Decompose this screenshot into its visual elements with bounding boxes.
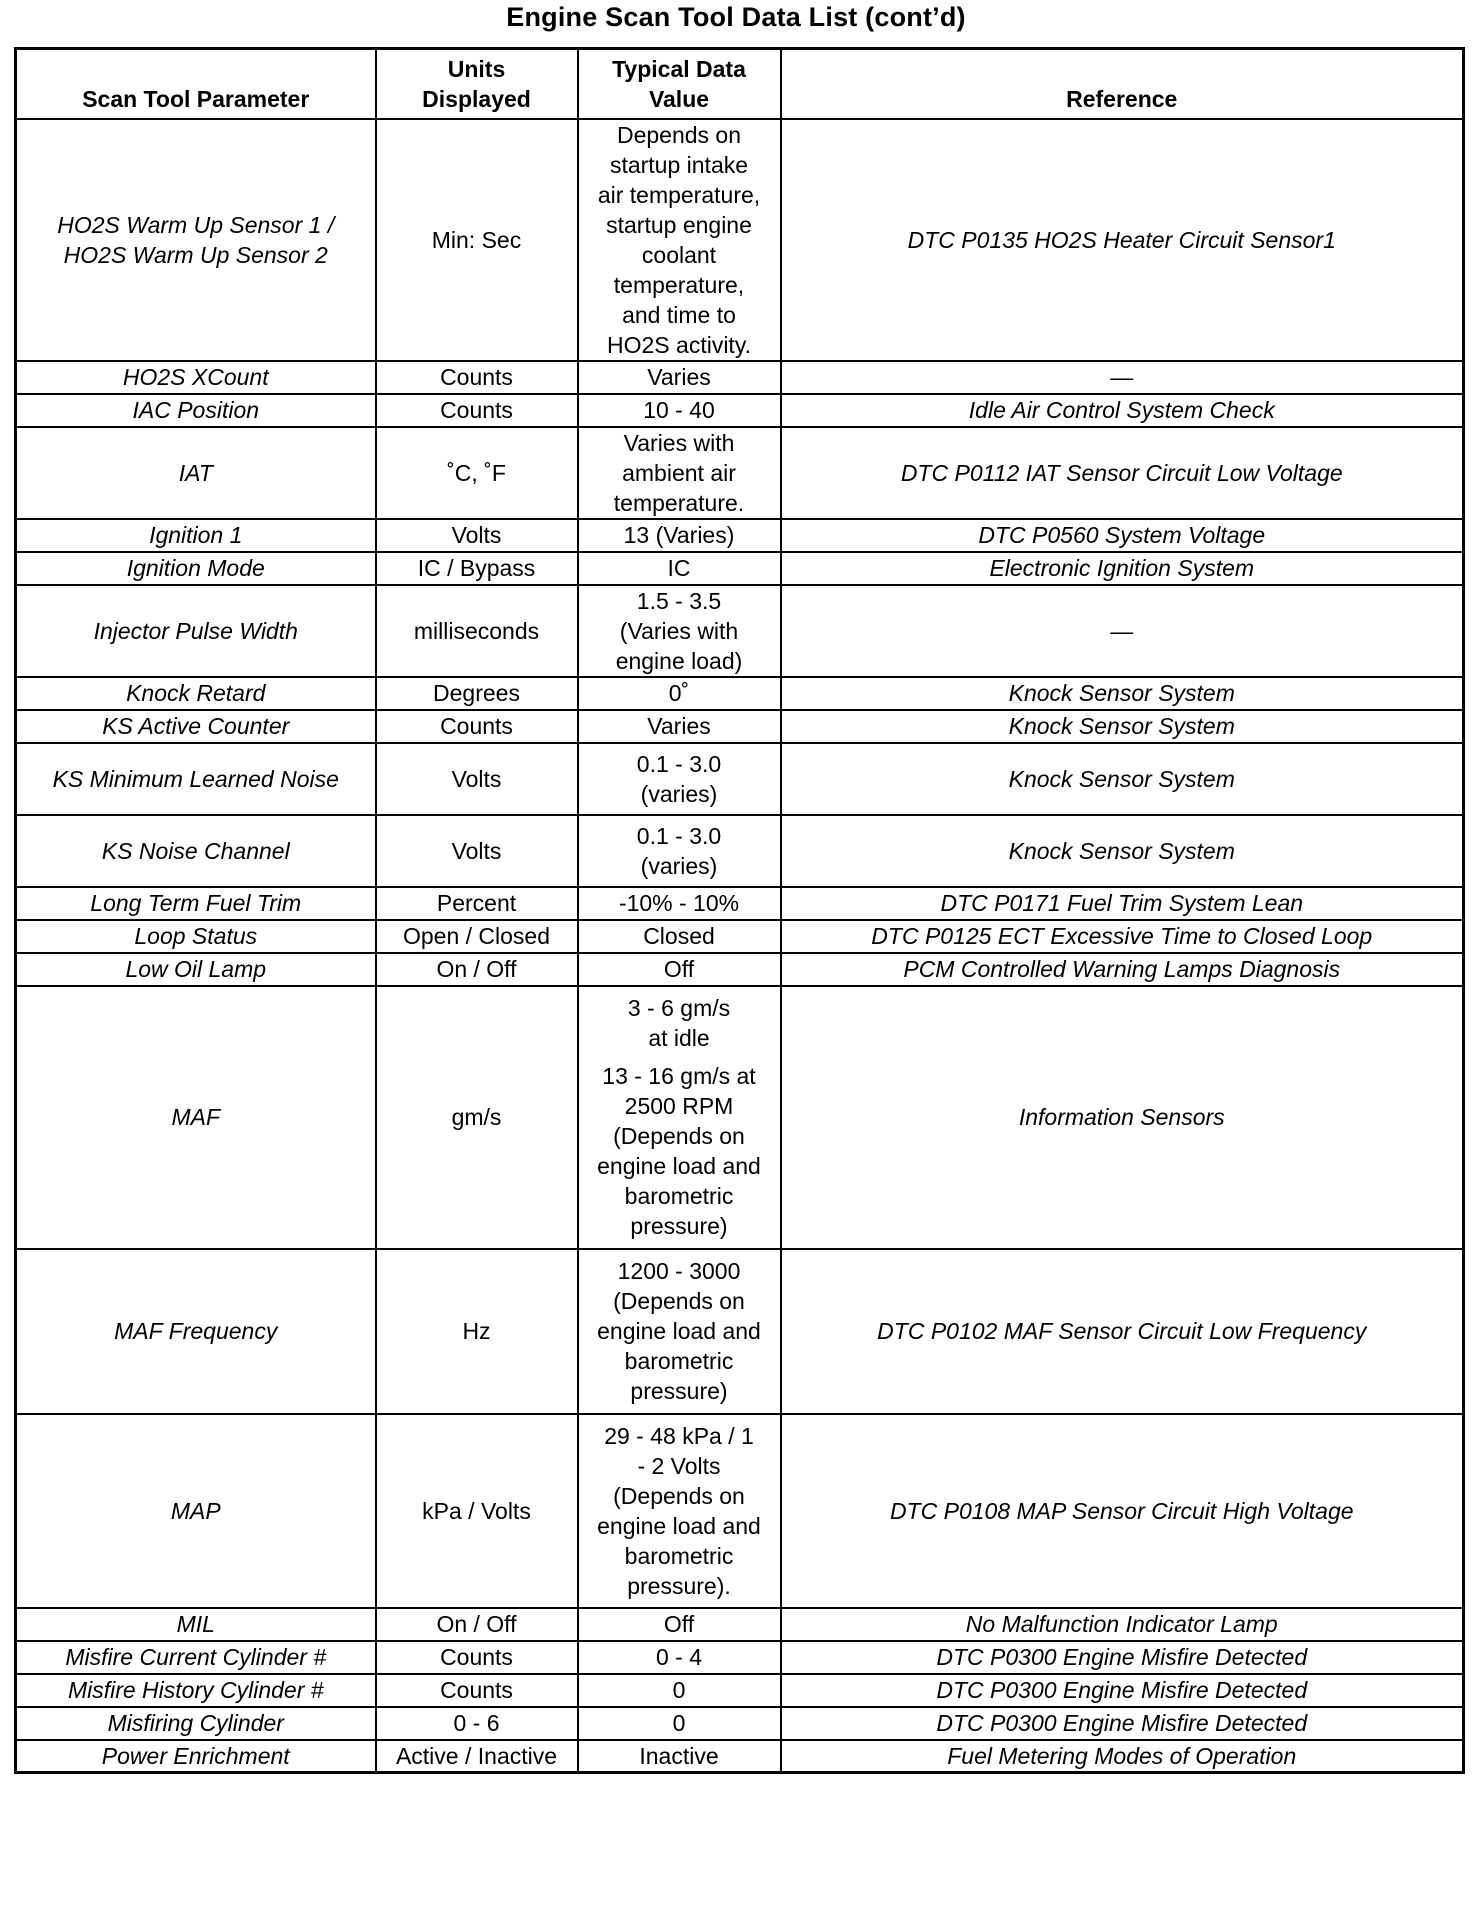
table-row: [16, 1414, 1464, 1608]
cell-reference: Knock Sensor System: [781, 677, 1464, 710]
typical-line: pressure): [630, 1213, 728, 1239]
cell-parameter: Ignition 1: [16, 519, 376, 552]
typical-line: pressure).: [627, 1572, 731, 1599]
cell-reference: PCM Controlled Warning Lamps Diagnosis: [781, 953, 1464, 986]
cell-units: milliseconds: [376, 585, 578, 677]
cell-parameter: KS Active Counter: [16, 710, 376, 743]
typical-line: Depends on: [616, 121, 742, 148]
header-parameter: Scan Tool Parameter: [16, 49, 376, 119]
header-typical-line: Typical Data: [612, 55, 746, 82]
cell-parameter: Loop Status: [16, 920, 376, 953]
cell-typical: 0: [578, 1674, 781, 1707]
cell-parameter: Ignition Mode: [16, 552, 376, 585]
cell-units: kPa / Volts: [376, 1414, 578, 1608]
cell-typical: [578, 743, 781, 815]
typical-line: 13 - 16 gm/s at: [602, 1063, 756, 1089]
header-typical: [578, 49, 781, 119]
table-row: [16, 920, 1464, 953]
scan-tool-data-table: [14, 47, 1465, 1774]
cell-reference: DTC P0300 Engine Misfire Detected: [781, 1707, 1464, 1740]
typical-line: engine load and: [597, 1512, 761, 1539]
cell-typical: 0˚: [578, 677, 781, 710]
cell-units: Volts: [376, 815, 578, 887]
cell-parameter: IAC Position: [16, 394, 376, 427]
cell-typical: [578, 119, 781, 361]
cell-units: Counts: [376, 1674, 578, 1707]
cell-parameter: Misfire History Cylinder #: [16, 1674, 376, 1707]
table-row: [16, 1707, 1464, 1740]
table-row: [16, 815, 1464, 887]
table-row: [16, 743, 1464, 815]
cell-reference: DTC P0112 IAT Sensor Circuit Low Voltage: [781, 427, 1464, 519]
table-row: [16, 361, 1464, 394]
cell-units: Counts: [376, 361, 578, 394]
typical-line: 2500 RPM: [624, 1093, 734, 1119]
cell-typical: Closed: [578, 920, 781, 953]
cell-parameter: Knock Retard: [16, 677, 376, 710]
table-row: [16, 427, 1464, 519]
header-units-line: Displayed: [422, 85, 531, 112]
cell-parameter: MAF Frequency: [16, 1249, 376, 1414]
cell-reference: DTC P0108 MAP Sensor Circuit High Voltage: [781, 1414, 1464, 1608]
cell-reference: —: [781, 361, 1464, 394]
cell-reference: DTC P0560 System Voltage: [781, 519, 1464, 552]
table-row: [16, 1674, 1464, 1707]
cell-reference: —: [781, 585, 1464, 677]
cell-units: Degrees: [376, 677, 578, 710]
cell-typical: IC: [578, 552, 781, 585]
typical-line: (Varies with: [619, 617, 739, 644]
typical-line: air temperature,: [597, 181, 761, 208]
typical-line: startup engine: [606, 211, 752, 238]
table-row: [16, 953, 1464, 986]
typical-line: 29 - 48 kPa / 1: [604, 1422, 754, 1449]
typical-line: (varies): [640, 780, 718, 807]
table-row: [16, 1249, 1464, 1414]
cell-parameter: Misfiring Cylinder: [16, 1707, 376, 1740]
cell-parameter: Power Enrichment: [16, 1740, 376, 1773]
typical-line: 0.1 - 3.0: [636, 822, 722, 849]
parameter-line: HO2S Warm Up Sensor 2: [63, 241, 328, 268]
cell-units: Min: Sec: [376, 119, 578, 361]
cell-typical: [578, 1249, 781, 1414]
cell-parameter: MAF: [16, 986, 376, 1249]
cell-parameter: HO2S XCount: [16, 361, 376, 394]
typical-line: at idle: [648, 1025, 710, 1051]
cell-reference: DTC P0171 Fuel Trim System Lean: [781, 887, 1464, 920]
cell-reference: Knock Sensor System: [781, 815, 1464, 887]
cell-units: Hz: [376, 1249, 578, 1414]
typical-line: 1200 - 3000: [617, 1258, 741, 1284]
parameter-line: HO2S Warm Up Sensor 1 /: [57, 211, 335, 238]
cell-typical: [578, 585, 781, 677]
typical-line: (Depends on: [613, 1482, 745, 1509]
cell-typical: Varies: [578, 710, 781, 743]
header-reference: Reference: [781, 49, 1464, 119]
typical-line: startup intake: [609, 151, 749, 178]
cell-units: gm/s: [376, 986, 578, 1249]
cell-units: Open / Closed: [376, 920, 578, 953]
cell-reference: Information Sensors: [781, 986, 1464, 1249]
typical-line: barometric: [624, 1183, 734, 1209]
cell-typical: [578, 986, 781, 1249]
cell-reference: DTC P0125 ECT Excessive Time to Closed Loop: [781, 920, 1464, 953]
cell-units: 0 - 6: [376, 1707, 578, 1740]
typical-line: engine load and: [597, 1318, 761, 1344]
cell-typical: Off: [578, 1608, 781, 1641]
cell-typical: Varies: [578, 361, 781, 394]
cell-parameter: Long Term Fuel Trim: [16, 887, 376, 920]
table-row: [16, 1740, 1464, 1773]
table-row: [16, 710, 1464, 743]
cell-parameter: Injector Pulse Width: [16, 585, 376, 677]
typical-line: temperature,: [613, 271, 745, 298]
cell-units: Counts: [376, 394, 578, 427]
table-row: [16, 394, 1464, 427]
table-row: [16, 552, 1464, 585]
table-row: [16, 585, 1464, 677]
cell-units: Volts: [376, 743, 578, 815]
table-row: [16, 887, 1464, 920]
typical-line: HO2S activity.: [607, 331, 751, 358]
cell-parameter: Low Oil Lamp: [16, 953, 376, 986]
cell-reference: Fuel Metering Modes of Operation: [781, 1740, 1464, 1773]
cell-parameter: KS Noise Channel: [16, 815, 376, 887]
typical-line: pressure): [630, 1378, 728, 1404]
cell-typical: 0: [578, 1707, 781, 1740]
typical-line: - 2 Volts: [637, 1452, 721, 1479]
typical-line: barometric: [624, 1542, 734, 1569]
table-row: [16, 1608, 1464, 1641]
cell-parameter: Misfire Current Cylinder #: [16, 1641, 376, 1674]
typical-line: temperature.: [613, 489, 745, 516]
cell-typical: [578, 1414, 781, 1608]
table-row: [16, 986, 1464, 1249]
cell-typical: 0 - 4: [578, 1641, 781, 1674]
cell-typical: [578, 427, 781, 519]
header-units: [376, 49, 578, 119]
cell-units: Volts: [376, 519, 578, 552]
header-units-line: Units: [447, 55, 506, 82]
table-header-row: [16, 49, 1464, 119]
cell-typical: 13 (Varies): [578, 519, 781, 552]
table-row: [16, 119, 1464, 361]
typical-line: (Depends on: [613, 1123, 745, 1149]
cell-reference: No Malfunction Indicator Lamp: [781, 1608, 1464, 1641]
cell-reference: DTC P0300 Engine Misfire Detected: [781, 1641, 1464, 1674]
cell-units: ˚C, ˚F: [376, 427, 578, 519]
typical-line: ambient air: [622, 459, 736, 486]
cell-reference: Knock Sensor System: [781, 743, 1464, 815]
cell-reference: Idle Air Control System Check: [781, 394, 1464, 427]
table-row: [16, 1641, 1464, 1674]
cell-typical: Off: [578, 953, 781, 986]
table-row: [16, 519, 1464, 552]
cell-units: Counts: [376, 710, 578, 743]
typical-line: barometric: [624, 1348, 734, 1374]
cell-units: On / Off: [376, 953, 578, 986]
typical-line: coolant: [641, 241, 717, 268]
cell-typical: -10% - 10%: [578, 887, 781, 920]
cell-typical: 10 - 40: [578, 394, 781, 427]
cell-reference: Knock Sensor System: [781, 710, 1464, 743]
cell-units: Active / Inactive: [376, 1740, 578, 1773]
cell-units: On / Off: [376, 1608, 578, 1641]
cell-parameter: [16, 119, 376, 361]
cell-reference: DTC P0102 MAF Sensor Circuit Low Frequency: [781, 1249, 1464, 1414]
cell-reference: DTC P0300 Engine Misfire Detected: [781, 1674, 1464, 1707]
typical-line: 3 - 6 gm/s: [627, 995, 731, 1021]
cell-reference: DTC P0135 HO2S Heater Circuit Sensor1: [781, 119, 1464, 361]
header-typical-line: Value: [648, 85, 710, 112]
cell-units: Counts: [376, 1641, 578, 1674]
typical-line: 1.5 - 3.5: [636, 587, 722, 614]
typical-line: Varies with: [623, 429, 735, 456]
typical-line: and time to: [622, 301, 736, 328]
page-title: Engine Scan Tool Data List (cont’d): [506, 2, 966, 32]
typical-line: (Depends on: [613, 1288, 745, 1314]
typical-line: engine load): [615, 647, 743, 674]
typical-line: (varies): [640, 852, 718, 879]
typical-line: engine load and: [597, 1153, 761, 1179]
cell-parameter: IAT: [16, 427, 376, 519]
cell-parameter: MIL: [16, 1608, 376, 1641]
cell-typical: Inactive: [578, 1740, 781, 1773]
table-row: [16, 677, 1464, 710]
typical-line: 0.1 - 3.0: [636, 750, 722, 777]
cell-parameter: KS Minimum Learned Noise: [16, 743, 376, 815]
cell-units: IC / Bypass: [376, 552, 578, 585]
cell-parameter: MAP: [16, 1414, 376, 1608]
cell-typical: [578, 815, 781, 887]
cell-units: Percent: [376, 887, 578, 920]
cell-reference: Electronic Ignition System: [781, 552, 1464, 585]
